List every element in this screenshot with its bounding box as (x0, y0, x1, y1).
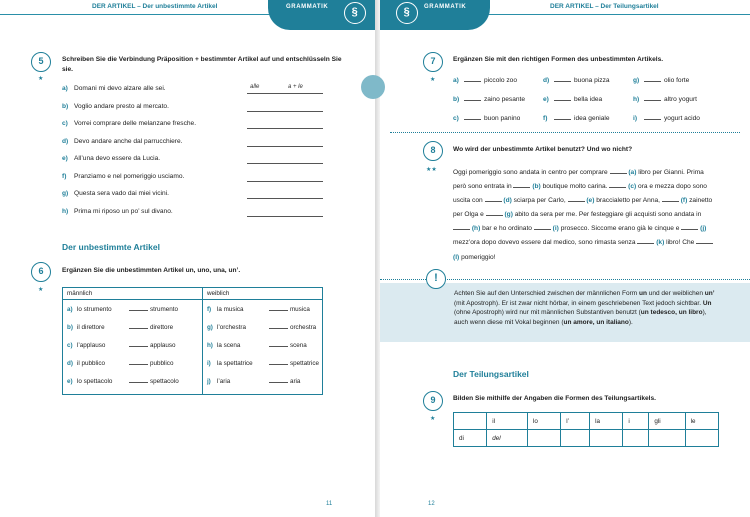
text-segment: prosecco. Siccome erano già le cinque e (558, 225, 682, 233)
answer-line[interactable] (247, 111, 323, 112)
exercise-item (62, 120, 196, 127)
text-segment: ora e mezza dopo sono uscita con (453, 183, 707, 205)
item-letter: f) (543, 115, 548, 122)
item-letter: d) (67, 360, 73, 367)
exercise-instruction: Ergänzen Sie mit den richtigen Formen des unbestimmten Artikels. (453, 56, 664, 63)
exercise-item (633, 113, 700, 122)
item-noun: strumento (150, 306, 178, 313)
item-text: idea geniale (574, 115, 610, 122)
item-text: bella idea (574, 96, 603, 103)
note-text: Achten Sie auf den Unterschied zwischen der männlichen Form un und der weiblichen un’ (mit Apostroph). Er ist zwar nicht hörbar, in einem geschriebenen Text jedoch sichtbar. Un (ohne Apostroph) wird nur mit männlichen Substantiven benutzt (un tedesco, un libro), auch wenn diese mit Vokal beginnen (un amore, un italiano). (454, 290, 715, 326)
item-letter: a) (62, 85, 68, 92)
table-header-cell: l’ (561, 413, 590, 430)
table-row (67, 322, 199, 340)
answer-blank[interactable] (129, 340, 148, 347)
table-header-cell: le (685, 413, 718, 430)
item-noun: aria (289, 378, 301, 385)
item-letter: h) (206, 342, 213, 349)
section-icon: § (396, 2, 418, 24)
answer-line[interactable] (247, 198, 323, 199)
answer-blank[interactable] (129, 322, 148, 329)
gap-label: (f) (680, 197, 688, 205)
answer-blank[interactable] (681, 223, 698, 230)
exercise-item (62, 190, 169, 197)
answer-blank[interactable] (534, 223, 551, 230)
item-text: altro yogurt (664, 96, 697, 103)
text-segment: zainetto per Olga e (453, 197, 713, 219)
answer-blank[interactable] (644, 94, 661, 101)
page-number: 12 (428, 501, 435, 507)
table-header-cell: lo (527, 413, 560, 430)
column-header: männlich (63, 288, 203, 300)
right-section-tab (380, 0, 490, 30)
example-cell: del (487, 430, 528, 447)
item-letter: h) (62, 207, 69, 215)
item-noun: applauso (150, 342, 176, 349)
answer-blank[interactable] (464, 113, 481, 120)
exercise-item (62, 208, 173, 215)
article-table (62, 287, 323, 395)
item-word: la scena (216, 342, 241, 349)
answer-blank[interactable] (464, 94, 481, 101)
item-text: Devo andare anche dal parrucchiere. (74, 137, 183, 145)
exercise-item (543, 113, 610, 122)
gap-label: (g) (504, 211, 513, 219)
exercise-item (543, 94, 602, 103)
item-letter: f) (206, 306, 212, 313)
item-word: lo spettacolo (77, 378, 113, 385)
answer-cell[interactable] (685, 430, 718, 447)
item-text: All’una devo essere da Lucia. (74, 155, 161, 162)
item-noun: spettatrice (289, 360, 319, 367)
feminine-column (202, 300, 322, 395)
item-text: yogurt acido (664, 115, 700, 122)
table-header-cell (454, 413, 487, 430)
difficulty-stars: ★ (38, 287, 44, 293)
item-noun: spettacolo (150, 378, 179, 385)
table-row (67, 358, 199, 376)
item-word: l’applauso (77, 342, 106, 349)
answer-blank[interactable] (662, 195, 679, 202)
exercise-instruction: Bilden Sie mithilfe der Angaben die Formen des Teilungsartikels. (453, 395, 656, 402)
exercise-number: 9 (423, 391, 443, 411)
item-letter: a) (67, 306, 73, 313)
exercise-number: 8 (423, 141, 443, 161)
answer-blank[interactable] (129, 376, 148, 383)
row-label: di (454, 430, 487, 447)
exercise-item (62, 138, 183, 145)
item-text: Prima mi riposo un po’ sul divano. (74, 207, 173, 215)
item-word: la musica (216, 306, 244, 313)
text-segment: abito da sera per me. Per festeggiare gli acquisti sono andata in (512, 211, 702, 219)
column-header: weiblich (202, 288, 322, 300)
answer-blank[interactable] (269, 304, 288, 311)
text-segment: sciarpa per Carlo, (511, 197, 568, 205)
exercise-item (453, 75, 517, 84)
left-header-title: DER ARTIKEL – Der unbestimmte Artikel (92, 3, 218, 10)
item-letter: g) (62, 190, 69, 197)
text-segment: Oggi pomeriggio sono andata in centro per comprare (453, 169, 610, 176)
difficulty-stars: ★ (38, 76, 44, 82)
item-noun: pubblico (150, 360, 174, 367)
item-word: l’orchestra (216, 324, 246, 331)
text-segment: bar e ho ordinato (480, 225, 534, 233)
answer-cell[interactable] (649, 430, 685, 447)
item-noun: scena (289, 342, 307, 349)
gap-label: (b) (532, 183, 541, 191)
item-letter: b) (62, 102, 69, 110)
table-row (67, 304, 199, 322)
item-word: il direttore (77, 324, 105, 331)
answer-blank[interactable] (554, 94, 571, 101)
exclamation-icon: ! (426, 269, 446, 289)
item-letter: j) (206, 378, 211, 385)
item-word: il pubblico (77, 360, 106, 367)
text-segment: pomeriggio! (459, 253, 496, 261)
item-letter: e) (67, 378, 73, 385)
item-noun: orchestra (289, 324, 317, 331)
table-row (207, 322, 319, 340)
item-text: Questa sera vado dai miei vicini. (74, 190, 169, 197)
item-letter: i) (633, 115, 638, 122)
gap-label: (k) (656, 239, 665, 247)
gap-label: (a) (628, 169, 637, 176)
answer-blank[interactable] (644, 113, 661, 120)
answer-blank[interactable] (269, 358, 288, 365)
answer-blank[interactable] (486, 209, 503, 216)
answer-blank[interactable] (513, 181, 530, 188)
section-heading: Der Teilungsartikel (453, 369, 529, 379)
item-letter: h) (633, 96, 640, 103)
table-row (207, 358, 319, 376)
answer-blank[interactable] (610, 167, 627, 174)
answer-cell[interactable] (561, 430, 590, 447)
difficulty-stars: ★★ (426, 167, 437, 173)
gap-label: (h) (471, 225, 481, 233)
answer-blank[interactable] (485, 195, 502, 202)
item-noun: musica (289, 306, 310, 313)
exercise-instruction: Wo wird der unbestimmte Artikel benutzt? Und wo nicht? (453, 146, 633, 153)
page-number: 11 (326, 501, 333, 507)
item-letter: g) (633, 77, 640, 84)
answer-blank[interactable] (464, 75, 481, 82)
item-letter: a) (453, 77, 459, 84)
item-text: Domani mi devo alzare alle sei. (74, 85, 166, 92)
exercise-number: 5 (31, 52, 51, 72)
answer-line[interactable] (247, 216, 323, 217)
item-letter: e) (62, 155, 68, 162)
example-answer: a + le (288, 84, 303, 90)
answer-line[interactable] (247, 128, 323, 129)
exercise-item (543, 75, 610, 84)
header-rule (0, 14, 270, 15)
answer-blank[interactable] (637, 237, 654, 244)
gap-label: (d) (503, 197, 512, 205)
text-segment: libro! Che (664, 239, 697, 247)
item-letter: g) (206, 324, 213, 331)
table-row (207, 304, 319, 322)
partitive-table (453, 412, 719, 447)
text-segment: boutique molto carina. (540, 183, 610, 191)
table-row (207, 376, 319, 394)
exercise-item (62, 155, 160, 162)
exercise-number: 7 (423, 52, 443, 72)
table-row (207, 340, 319, 358)
exercise-instruction: Schreiben Sie die Verbindung Präposition + bestimmter Artikel auf und entschlüsseln Sie sie. (62, 56, 342, 73)
item-word: la spettatrice (216, 360, 253, 367)
item-text: Pranziamo e nel pomeriggio usciamo. (74, 172, 185, 180)
answer-line[interactable] (247, 146, 323, 147)
text-segment: libro per Gianni. Prima però sono entrata in (453, 169, 704, 191)
gap-label: (l) (453, 253, 460, 261)
item-letter: c) (62, 120, 68, 127)
answer-blank[interactable] (129, 358, 148, 365)
exercise-item (453, 94, 525, 103)
cloze-text (453, 166, 718, 265)
text-segment: mezz’ora dopo dovevo essere dal medico, sono rimasta senza (453, 239, 638, 247)
divider (390, 132, 740, 133)
answer-blank[interactable] (609, 181, 626, 188)
table-row (67, 340, 199, 358)
answer-line[interactable] (247, 93, 323, 94)
item-letter: i) (206, 360, 211, 367)
exercise-item (633, 94, 697, 103)
example-answer: alle (250, 84, 260, 90)
item-letter: d) (62, 137, 69, 145)
item-letter: e) (543, 96, 549, 103)
section-icon: § (344, 2, 366, 24)
answer-blank[interactable] (269, 322, 288, 329)
item-word: l’aria (216, 378, 231, 385)
exercise-item (62, 173, 184, 180)
item-text: zaino pesante (484, 96, 526, 103)
exercise-instruction: Ergänzen Sie die unbestimmten Artikel un, uno, una, un’. (62, 267, 241, 274)
exercise-item (62, 85, 166, 92)
answer-blank[interactable] (269, 376, 288, 383)
difficulty-stars: ★ (430, 77, 436, 83)
item-letter: b) (67, 324, 73, 331)
item-letter: d) (543, 77, 550, 84)
item-letter: c) (67, 342, 73, 349)
answer-blank[interactable] (554, 75, 571, 82)
left-section-tab (268, 0, 375, 30)
section-heading: Der unbestimmte Artikel (62, 242, 160, 252)
header-rule (488, 14, 750, 15)
exercise-item (633, 75, 689, 84)
text-segment: braccialetto per Anna, (594, 197, 662, 205)
answer-cell[interactable] (623, 430, 649, 447)
answer-blank[interactable] (696, 237, 713, 244)
tab-label: GRAMMATIK (424, 4, 467, 10)
answer-blank[interactable] (269, 340, 288, 347)
item-letter: c) (453, 115, 459, 122)
gap-label: (c) (628, 183, 637, 191)
answer-cell[interactable] (590, 430, 623, 447)
difficulty-stars: ★ (430, 416, 436, 422)
answer-line[interactable] (247, 163, 323, 164)
item-letter: f) (62, 172, 67, 180)
masculine-column (63, 300, 203, 395)
table-header-cell: i (623, 413, 649, 430)
table-row (67, 376, 199, 394)
item-letter: b) (453, 96, 460, 103)
answer-blank[interactable] (554, 113, 571, 120)
answer-cell[interactable] (527, 430, 560, 447)
answer-line[interactable] (247, 181, 323, 182)
exercise-item (62, 103, 169, 110)
item-word: lo strumento (77, 306, 112, 313)
item-noun: direttore (150, 324, 174, 331)
answer-blank[interactable] (129, 304, 148, 311)
exercise-number: 6 (31, 262, 51, 282)
table-header-cell: il (487, 413, 528, 430)
exercise-item (453, 113, 520, 122)
answer-blank[interactable] (568, 195, 585, 202)
item-text: Vorrei comprare delle melanzane fresche. (74, 120, 197, 127)
item-text: Voglio andare presto al mercato. (74, 102, 169, 110)
item-text: olio forte (664, 77, 690, 84)
item-text: buon panino (484, 115, 521, 122)
gap-label: (j) (700, 225, 707, 233)
answer-blank[interactable] (644, 75, 661, 82)
table-header-cell: la (590, 413, 623, 430)
gap-label: (i) (552, 225, 559, 233)
answer-blank[interactable] (453, 223, 470, 230)
tab-label: GRAMMATIK (286, 4, 329, 10)
item-text: piccolo zoo (484, 77, 517, 84)
item-text: buona pizza (574, 77, 610, 84)
table-header-cell: gli (649, 413, 685, 430)
right-header-title: DER ARTIKEL – Der Teilungsartikel (550, 3, 659, 10)
gap-label: (e) (586, 197, 595, 205)
